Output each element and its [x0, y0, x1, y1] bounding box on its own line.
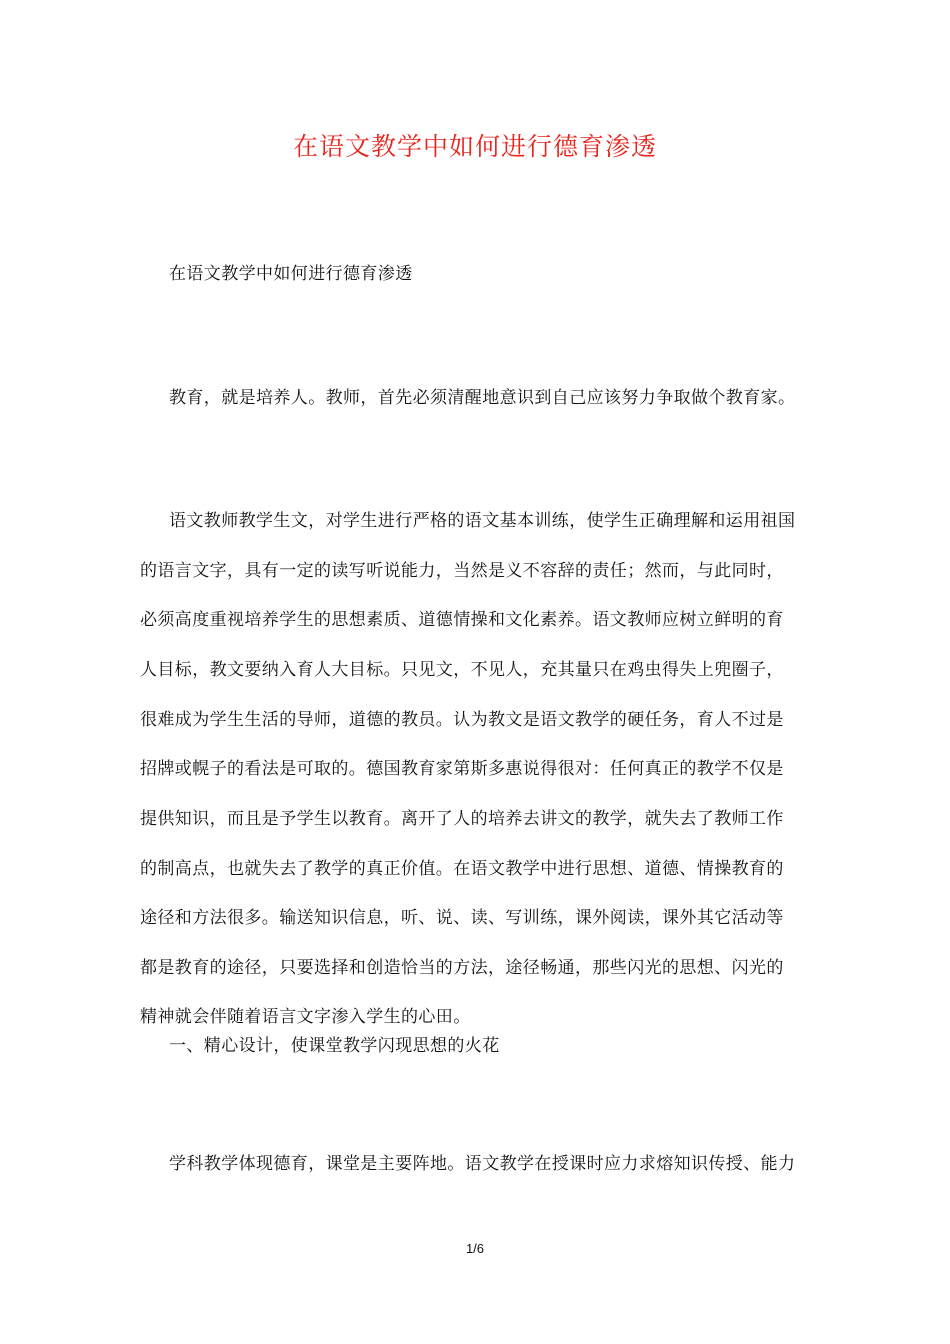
- paragraph-line: 途径和方法很多。输送知识信息，听、说、读、写训练，课外阅读，课外其它活动等: [140, 908, 784, 928]
- paragraph-line: 语文教师教学生文，对学生进行严格的语文基本训练，使学生正确理解和运用祖国: [169, 511, 796, 531]
- document-subtitle: 在语文教学中如何进行德育渗透: [169, 264, 413, 284]
- page-number: 1/6: [465, 1241, 485, 1256]
- section-heading: 一、精心设计，使课堂教学闪现思想的火花: [169, 1036, 500, 1056]
- document-title: 在语文教学中如何进行德育渗透: [292, 132, 657, 161]
- paragraph-line: 很难成为学生生活的导师，道德的教员。认为教文是语文教学的硬任务，育人不过是: [140, 710, 784, 730]
- paragraph-line: 提供知识，而且是予学生以教育。离开了人的培养去讲文的教学，就失去了教师工作: [140, 809, 784, 829]
- section-paragraph-line: 学科教学体现德育，课堂是主要阵地。语文教学在授课时应力求熔知识传授、能力: [169, 1154, 796, 1174]
- intro-paragraph: 教育，就是培养人。教师，首先必须清醒地意识到自己应该努力争取做个教育家。: [169, 388, 796, 408]
- paragraph-line: 必须高度重视培养学生的思想素质、道德情操和文化素养。语文教师应树立鲜明的育: [140, 610, 784, 630]
- paragraph-line: 的制高点，也就失去了教学的真正价值。在语文教学中进行思想、道德、情操教育的: [140, 859, 784, 879]
- paragraph-line: 招牌或幌子的看法是可取的。德国教育家第斯多惠说得很对：任何真正的教学不仅是: [140, 759, 784, 779]
- paragraph-line: 都是教育的途径，只要选择和创造恰当的方法，途径畅通，那些闪光的思想、闪光的: [140, 958, 784, 978]
- paragraph-line: 人目标，教文要纳入育人大目标。只见文，不见人，充其量只在鸡虫得失上兜圈子，: [140, 660, 784, 680]
- paragraph-line: 的语言文字，具有一定的读写听说能力，当然是义不容辞的责任；然而，与此同时，: [140, 561, 784, 581]
- paragraph-line: 精神就会伴随着语言文字渗入学生的心田。: [140, 1007, 471, 1027]
